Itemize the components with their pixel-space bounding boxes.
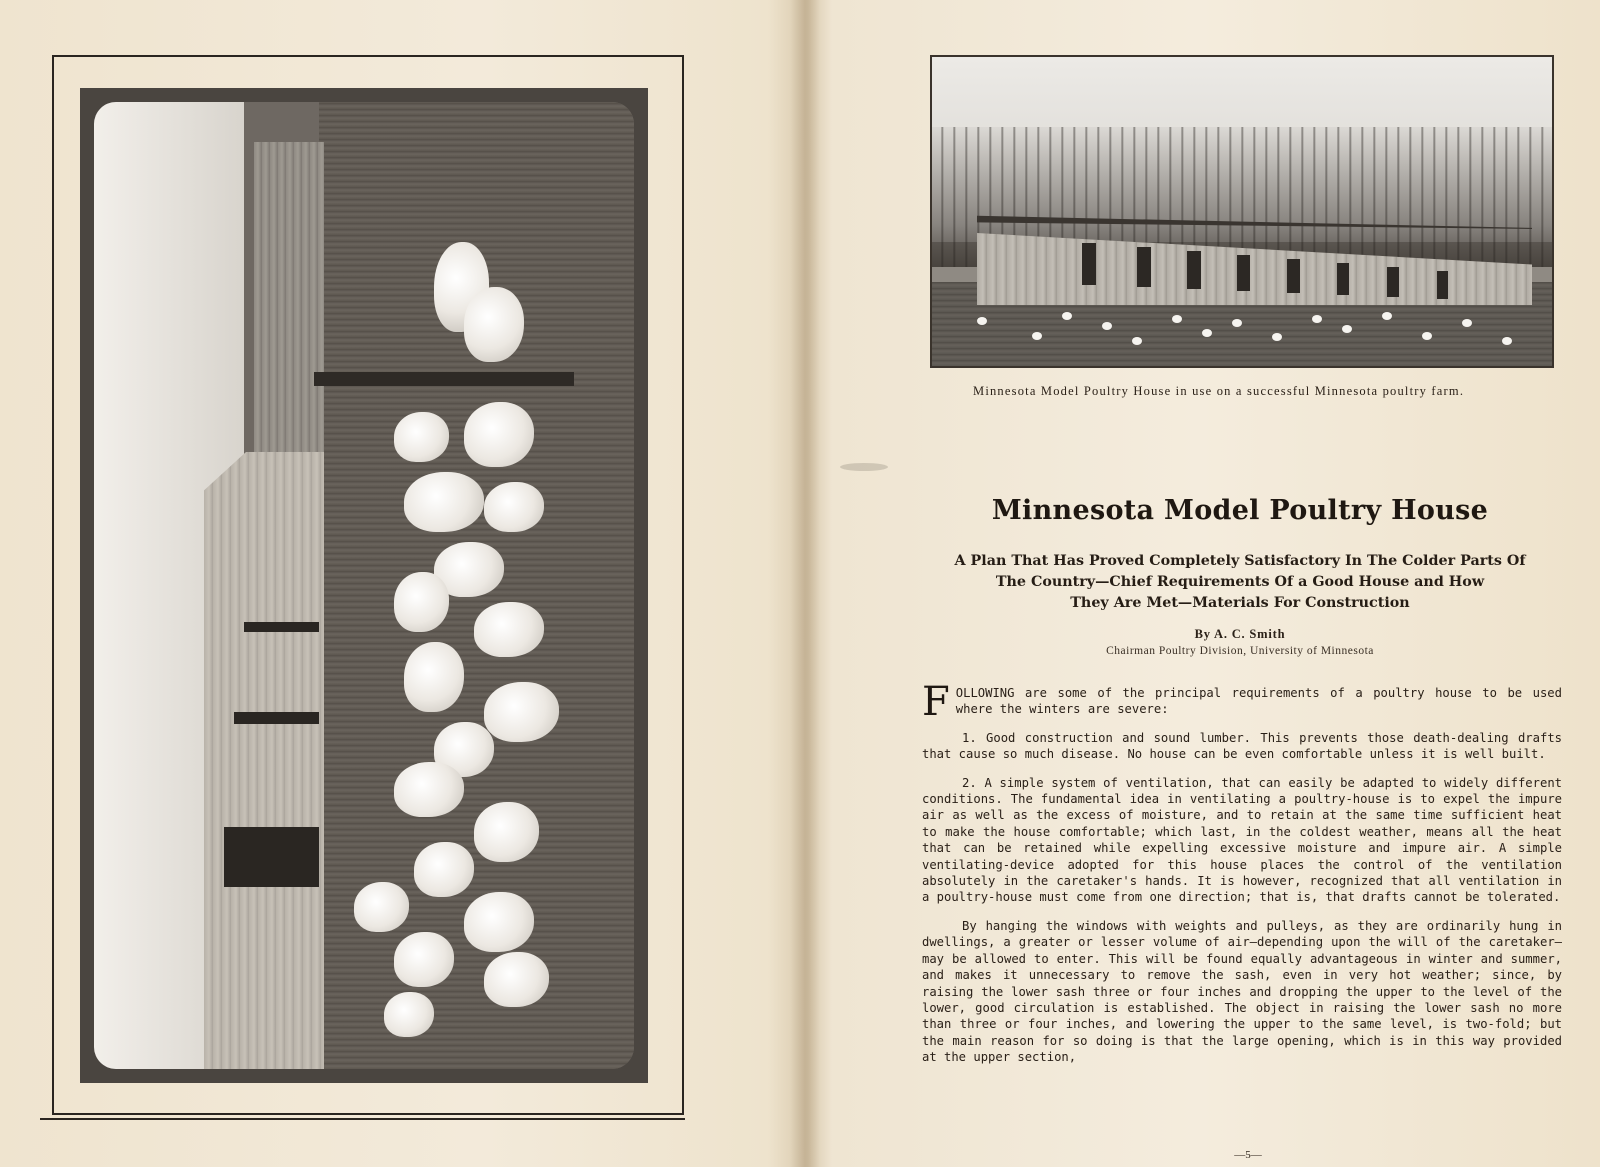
drop-cap: F	[922, 679, 950, 725]
photo-window	[234, 712, 319, 724]
article-body	[922, 679, 1562, 1078]
photo-hen	[1132, 337, 1142, 345]
photo-window	[244, 622, 319, 632]
photo-hen	[474, 802, 539, 862]
left-photo-image	[94, 102, 634, 1069]
paragraph-text: OLLOWING are some of the principal requirements of a poultry house to be used where the winters are severe:	[955, 686, 1562, 717]
photo-window	[1237, 255, 1250, 291]
photo-window	[1337, 263, 1349, 295]
photo-hen	[464, 892, 534, 952]
photo-hen	[1232, 319, 1242, 327]
photo-hen	[1172, 315, 1182, 323]
photo-roost-board	[314, 372, 574, 386]
photo-caption: Minnesota Model Poultry House in use on a successful Minnesota poultry farm.	[973, 384, 1465, 398]
photo-hen	[484, 482, 544, 532]
photo-hen	[384, 992, 434, 1037]
photo-window	[224, 827, 319, 887]
body-paragraph: By hanging the windows with weights and pulleys, as they are ordinarily hung in dwellings, a greater or lesser volume of air—depending upon the will of the caretaker—may be allowed to enter. This will be found equally advantageous in winter and summer, and makes it unnecessary to remove the sash, even in very hot weather; since, by raising the lower sash three or four inches and dropping the upper to the level of the lower, good circulation is established. The object in raising the lower sash no more than three or four inches, and lowering the upper to the same level, is two-fold; but the main reason for so doing is that the large opening, which is in this way provided at the upper section,	[922, 918, 1562, 1065]
photo-hen	[484, 952, 549, 1007]
left-page-photo	[80, 88, 648, 1083]
photo-house-wall	[204, 452, 324, 1069]
photo-window	[1187, 251, 1201, 289]
photo-hen	[1062, 312, 1072, 320]
photo-hen	[1272, 333, 1282, 341]
photo-hen	[977, 317, 987, 325]
gutter-shadow	[790, 0, 820, 1167]
photo-hen	[474, 602, 544, 657]
photo-hen	[1502, 337, 1512, 345]
author-byline: By A. C. Smith	[1194, 627, 1286, 641]
photo-hen	[1342, 325, 1352, 333]
subtitle-line: They Are Met—Materials For Construction	[1070, 595, 1410, 611]
photo-hen	[404, 642, 464, 712]
photo-hen	[1312, 315, 1322, 323]
photo-hen	[414, 842, 474, 897]
photo-hen	[1422, 332, 1432, 340]
poultry-house-photo	[930, 55, 1554, 368]
page-number: —5—	[1234, 1149, 1262, 1161]
photo-hen	[394, 412, 449, 462]
photo-window	[1387, 267, 1399, 297]
article-subtitle	[915, 551, 1565, 614]
article-title: Minnesota Model Poultry House	[991, 495, 1489, 526]
photo-hen	[394, 762, 464, 817]
photo-window	[1437, 271, 1448, 299]
body-paragraph: 1. Good construction and sound lumber. This prevents those death-dealing drafts that cause so much disease. No house can be even comfortable unless it is well built.	[922, 730, 1562, 762]
photo-hen	[354, 882, 409, 932]
photo-hen	[394, 572, 449, 632]
photo-window	[1287, 259, 1300, 293]
body-paragraph: 2. A simple system of ventilation, that can easily be adapted to widely different conditions. The fundamental idea in ventilating a poultry-house is to expel the impure air as well as the excess of moisture, and to retain at the same time sufficient heat to make the house comfortable; which last, in the coldest weather, means all the heat that can be retained while expelling excessive moisture and impure air. A simple ventilating-device adopted for this house places the control of the ventilation absolutely in the caretaker's hands. It is however, recognized that all ventilation in a poultry-house must come from one direction; that is, that drafts cannot be tolerated.	[922, 775, 1562, 905]
photo-hen	[1382, 312, 1392, 320]
left-page-bottom-rule	[40, 1118, 685, 1120]
photo-window	[1137, 247, 1151, 287]
subtitle-line: A Plan That Has Proved Completely Satisfactory In The Colder Parts Of	[954, 553, 1526, 569]
body-paragraph	[922, 679, 1562, 725]
photo-hen	[464, 287, 524, 362]
photo-hen	[404, 472, 484, 532]
photo-hen	[1462, 319, 1472, 327]
photo-window	[1082, 243, 1096, 285]
photo-hen	[484, 682, 559, 742]
photo-hen	[1032, 332, 1042, 340]
subtitle-line: The Country—Chief Requirements Of a Good House and How	[995, 574, 1485, 590]
photo-hen	[464, 402, 534, 467]
photo-house-roof	[254, 142, 324, 472]
author-affiliation: Chairman Poultry Division, University of Minnesota	[1106, 645, 1374, 657]
photo-hen	[394, 932, 454, 987]
paper-stain	[840, 463, 888, 471]
photo-hen	[1102, 322, 1112, 330]
photo-hen	[1202, 329, 1212, 337]
